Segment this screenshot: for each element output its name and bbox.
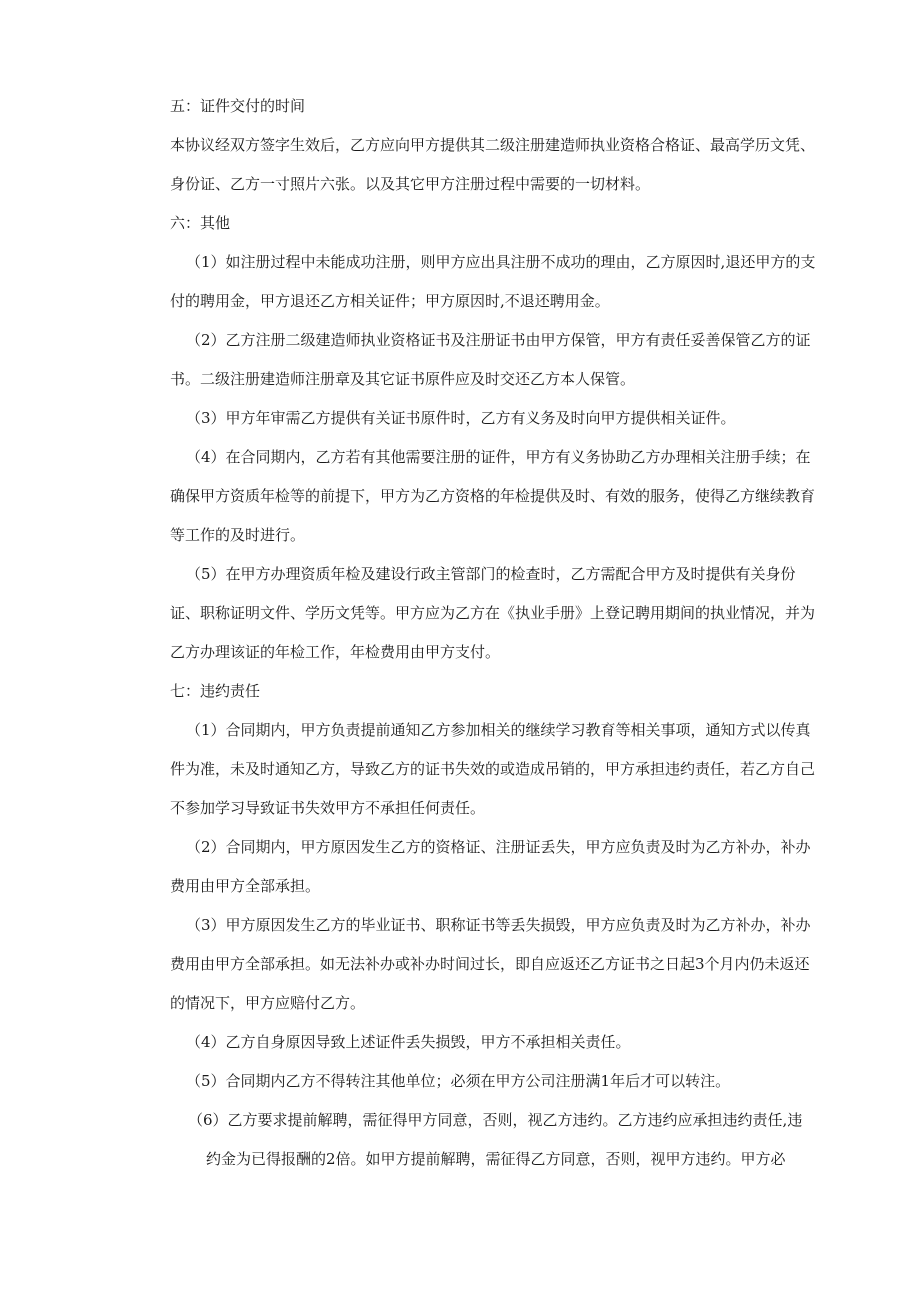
section-7-item-3: （3）甲方原因发生乙方的毕业证书、职称证书等丢失损毁，甲方应负责及时为乙方补办，补办费用由甲方全部承担。如无法补办或补办时间过长，即自应返还乙方证书之日起3个月内仍未返还的情况下，甲方应赔付乙方。 (170, 916, 811, 1012)
section-6-item-3: （3）甲方年审需乙方提供有关证书原件时，乙方有义务及时向甲方提供相关证件。 (186, 409, 736, 427)
section-6-item-4: （4）在合同期内，乙方若有其他需要注册的证件，甲方有义务协助乙方办理相关注册手续；在确保甲方资质年检等的前提下，甲方为乙方资格的年检提供及时、有效的服务，使得乙方继续教育等工作的及时进行。 (170, 448, 816, 544)
section-7-item-6-line-2: 约金为已得报酬的2倍。如甲方提前解聘，需征得乙方同意，否则，视甲方违约。甲方必 (206, 1150, 786, 1168)
section-7-item-4: （4）乙方自身原因导致上述证件丢失损毁，甲方不承担相关责任。 (186, 1033, 631, 1051)
section-6-item-1: （1）如注册过程中未能成功注册，则甲方应出具注册不成功的理由，乙方原因时,退还甲方的支付的聘用金，甲方退还乙方相关证件；甲方原因时,不退还聘用金。 (170, 253, 816, 310)
section-7-item-6-line-1: （6）乙方要求提前解聘，需征得甲方同意，否则，视乙方违约。乙方违约应承担违约责任,违 (188, 1111, 803, 1129)
section-7-item-1: （1）合同期内，甲方负责提前通知乙方参加相关的继续学习教育等相关事项，通知方式以传真件为准，未及时通知乙方，导致乙方的证书失效的或造成吊销的，甲方承担违约责任，若乙方自己不参加学习导致证书失效甲方不承担任何责任。 (170, 721, 816, 817)
section-5-body: 本协议经双方签字生效后，乙方应向甲方提供其二级注册建造师执业资格合格证、最高学历文凭、身份证、乙方一寸照片六张。以及其它甲方注册过程中需要的一切材料。 (170, 136, 816, 193)
section-7-item-2: （2）合同期内，甲方原因发生乙方的资格证、注册证丢失，甲方应负责及时为乙方补办，补办费用由甲方全部承担。 (170, 838, 811, 895)
section-7-item-5: （5）合同期内乙方不得转注其他单位；必须在甲方公司注册满1年后才可以转注。 (186, 1072, 731, 1090)
section-6-item-2: （2）乙方注册二级建造师执业资格证书及注册证书由甲方保管，甲方有责任妥善保管乙方的证书。二级注册建造师注册章及其它证书原件应及时交还乙方本人保管。 (170, 331, 811, 388)
section-6-item-5: （5）在甲方办理资质年检及建设行政主管部门的检查时，乙方需配合甲方及时提供有关身份证、职称证明文件、学历文凭等。甲方应为乙方在《执业手册》上登记聘用期间的执业情况，并为乙方办理该证的年检工作，年检费用由甲方支付。 (170, 565, 816, 661)
section-7-title: 七：违约责任 (170, 682, 261, 700)
section-5-title: 五：证件交付的时间 (170, 97, 306, 115)
section-6-title: 六：其他 (170, 214, 231, 232)
